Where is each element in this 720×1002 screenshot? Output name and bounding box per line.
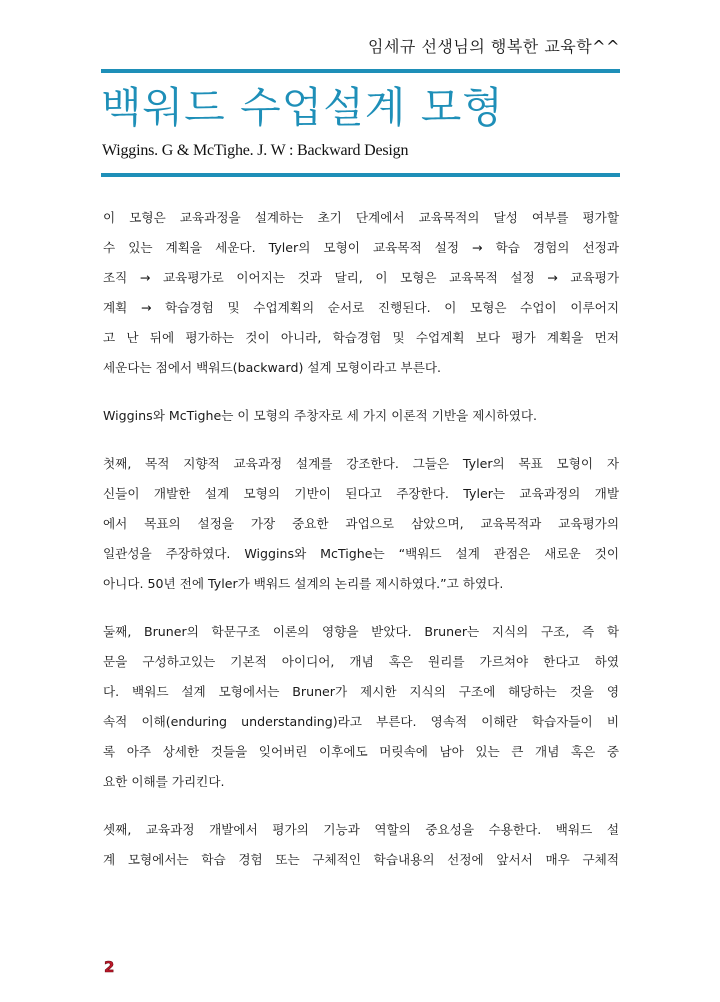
text-line: 셋째, 교육과정 개발에서 평가의 기능과 역할의 중요성을 수용한다. 백워드 설 xyxy=(103,822,619,837)
text-line: 고 난 뒤에 평가하는 것이 아니라, 학습경험 및 수업계획 보다 평가 계획을 먼저 xyxy=(103,330,619,345)
text-line: 첫째, 목적 지향적 교육과정 설계를 강조한다. 그들은 Tyler의 목표 모형이 자 xyxy=(103,456,619,471)
paragraph-third xyxy=(103,815,619,875)
text-line: 문을 구성하고있는 기본적 아이디어, 개념 혹은 원리를 가르쳐야 한다고 하였 xyxy=(103,654,619,669)
text-line: 둘째, Bruner의 학문구조 이론의 영향을 받았다. Bruner는 지식의 구조, 즉 학 xyxy=(103,624,619,639)
text-line: 요한 이해를 가리킨다. xyxy=(103,774,225,789)
paragraph-intro xyxy=(103,203,619,383)
text-line: 에서 목표의 설정을 가장 중요한 과업으로 삼았으며, 교육목적과 교육평가의 xyxy=(103,516,619,531)
running-header: 임세규 선생님의 행복한 교육학^^ xyxy=(368,37,620,56)
body-text xyxy=(103,203,619,893)
page-subtitle: Wiggins. G & McTighe. J. W : Backward Design xyxy=(102,142,409,159)
text-line: 계획 → 학습경험 및 수업계획의 순서로 진행된다. 이 모형은 수업이 이루어지 xyxy=(103,300,619,315)
text-line: 세운다는 점에서 백워드(backward) 설계 모형이라고 부른다. xyxy=(103,360,442,375)
paragraph-foundations xyxy=(103,401,619,431)
text-line: 속적 이해(enduring understanding)라고 부른다. 영속적 이해란 학습자들이 비 xyxy=(103,714,619,729)
top-accent-rule xyxy=(101,69,620,73)
text-line: 일관성을 주장하였다. Wiggins와 McTighe는 “백워드 설계 관점은 새로운 것이 xyxy=(103,546,619,561)
text-line: Wiggins와 McTighe는 이 모형의 주창자로 세 가지 이론적 기반을 제시하였다. xyxy=(103,408,538,423)
text-line: 계 모형에서는 학습 경험 또는 구체적인 학습내용의 선정에 앞서서 매우 구체적 xyxy=(103,852,619,867)
paragraph-second xyxy=(103,617,619,797)
text-line: 수 있는 계획을 세운다. Tyler의 모형이 교육목적 설정 → 학습 경험의 선정과 xyxy=(103,240,619,255)
text-line: 아니다. 50년 전에 Tyler가 백워드 설계의 논리를 제시하였다.”고 하였다. xyxy=(103,576,504,591)
paragraph-first xyxy=(103,449,619,599)
text-line: 이 모형은 교육과정을 설계하는 초기 단계에서 교육목적의 달성 여부를 평가할 xyxy=(103,210,619,225)
text-line: 록 아주 상세한 것들을 잊어버린 이후에도 머릿속에 남아 있는 큰 개념 혹은 중 xyxy=(103,744,619,759)
text-line: 다. 백워드 설계 모형에서는 Bruner가 제시한 지식의 구조에 해당하는 것을 영 xyxy=(103,684,619,699)
text-line: 신들이 개발한 설계 모형의 기반이 된다고 주장한다. Tyler는 교육과정의 개발 xyxy=(103,486,619,501)
text-line: 조직 → 교육평가로 이어지는 것과 달리, 이 모형은 교육목적 설정 → 교육평가 xyxy=(103,270,619,285)
page-title: 백워드 수업설계 모형 xyxy=(101,83,504,132)
bottom-accent-rule xyxy=(101,173,620,177)
page-number: 2 xyxy=(104,958,115,976)
